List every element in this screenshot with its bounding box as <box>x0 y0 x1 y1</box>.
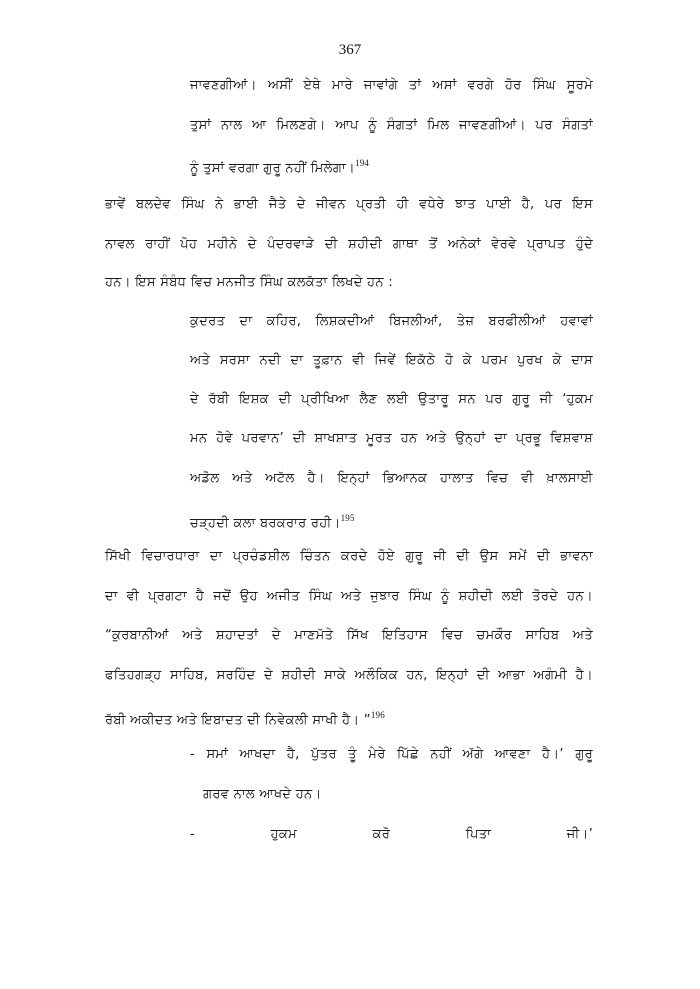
quote-line: ਤੁਸਾਂ ਨਾਲ ਆ ਮਿਲਣਗੇ। ਆਪ ਨੂੰ ਸੰਗਤਾਂ ਮਿਲ ਜਾਵਣਗੀਆਂ। ਪਰ ਸੰਗਤਾਂ <box>190 118 593 133</box>
footnote-ref: 195 <box>340 513 355 523</box>
quote-line: ਜਾਵਣਗੀਆਂ। ਅਸੀਂ ਏਥੇ ਮਾਰੇ ਜਾਵਾਂਗੇ ਤਾਂ ਅਸਾਂ ਵਰਗੇ ਹੋਰ ਸਿੰਘ ਸੂਰਮੇ <box>190 78 593 93</box>
quote-line: ਅਡੋਲ ਅਤੇ ਅਟੱਲ ਹੈ। ਇਨ੍ਹਾਂ ਭਿਆਨਕ ਹਾਲਾਤ ਵਿਚ ਵੀ ਖ਼ਾਲਸਾਈ <box>190 471 593 486</box>
page-number: 367 <box>338 42 362 58</box>
quote-line: ਅਤੇ ਸਰਸਾ ਨਦੀ ਦਾ ਤੂਫ਼ਾਨ ਵੀ ਜਿਵੇਂ ਇਕੱਠੇ ਹੋ ਕੇ ਪਰਮ ਪੁਰਖ ਕੇ ਦਾਸ <box>190 353 593 368</box>
quote-text: ਨੂੰ ਤੁਸਾਂ ਵਰਗਾ ਗੁਰੂ ਨਹੀਂ ਮਿਲੇਗਾ। <box>190 161 356 176</box>
quote-line <box>190 153 593 179</box>
body-line: ਫਤਿਹਗੜ੍ਹ ਸਾਹਿਬ, ਸਰਹਿੰਦ ਦੇ ਸ਼ਹੀਦੀ ਸਾਕੇ ਅਲੌਕਿਕ ਹਨ, ਇਨ੍ਹਾਂ ਦੀ ਆਭਾ ਅਗੰਮੀ ਹੈ। <box>105 668 593 683</box>
dialogue-line-continuation: ਗਰਵ ਨਾਲ ਆਖਦੇ ਹਨ। <box>203 787 322 802</box>
footnote-ref: 196 <box>370 710 385 720</box>
body-line: ਨਾਵਲ ਰਾਹੀਂ ਪੋਹ ਮਹੀਨੇ ਦੇ ਪੰਦਰਵਾੜੇ ਦੀ ਸ਼ਹੀਦੀ ਗਾਥਾ ਤੋਂ ਅਨੇਕਾਂ ਵੇਰਵੇ ਪ੍ਰਾਪਤ ਹੁੰਦੇ <box>105 237 593 252</box>
body-line: ਸਿੱਖੀ ਵਿਚਾਰਧਾਰਾ ਦਾ ਪ੍ਰਚੰਡਸ਼ੀਲ ਚਿੰਤਨ ਕਰਦੇ ਹੋਏ ਗੁਰੂ ਜੀ ਦੀ ਉਸ ਸਮੇਂ ਦੀ ਭਾਵਨਾ <box>105 549 593 564</box>
quote-line: ਕੁਦਰਤ ਦਾ ਕਹਿਰ, ਲਿਸ਼ਕਦੀਆਂ ਬਿਜਲੀਆਂ, ਤੇਜ਼ ਬਰਫੀਲੀਆਂ ਹਵਾਵਾਂ <box>190 314 593 329</box>
dialogue-line: - ਹੁਕਮ ਕਰੋ ਪਿਤਾ ਜੀ।’ <box>190 827 593 842</box>
body-line: ਹਨ। ਇਸ ਸੰਬੰਧ ਵਿਚ ਮਨਜੀਤ ਸਿੰਘ ਕਲਕੱਤਾ ਲਿਖਦੇ ਹਨ : <box>105 275 393 290</box>
quote-line: ਮਨ ਹੋਵੇ ਪਰਵਾਨ’ ਦੀ ਸ਼ਾਖਸ਼ਾਤ ਮੂਰਤ ਹਨ ਅਤੇ ਉਨ੍ਹਾਂ ਦਾ ਪ੍ਰਭੂ ਵਿਸ਼ਵਾਸ਼ <box>190 431 593 446</box>
quote-line <box>190 508 593 534</box>
quote-line: ਦੇ ਰੱਬੀ ਇਸ਼ਕ ਦੀ ਪ੍ਰੀਖਿਆ ਲੈਣ ਲਈ ਉਤਾਰੂ ਸਨ ਪਰ ਗੁਰੂ ਜੀ ‘ਹੁਕਮ <box>190 392 593 407</box>
quote-text: ਚੜ੍ਹਦੀ ਕਲਾ ਬਰਕਰਾਰ ਰਹੀ। <box>190 516 341 531</box>
body-line: “ਕੁਰਬਾਨੀਆਂ ਅਤੇ ਸ਼ਹਾਦਤਾਂ ਦੇ ਮਾਣਮੱਤੇ ਸਿੱਖ ਇਤਿਹਾਸ ਵਿਚ ਚਮਕੌਰ ਸਾਹਿਬ ਅਤੇ <box>105 628 593 643</box>
body-line: ਭਾਵੇਂ ਬਲਦੇਵ ਸਿੰਘ ਨੇ ਭਾਈ ਜੈਤੇ ਦੇ ਜੀਵਨ ਪ੍ਰਤੀ ਹੀ ਵਧੇਰੇ ਝਾਤ ਪਾਈ ਹੈ, ਪਰ ਇਸ <box>105 197 593 212</box>
body-line <box>105 705 593 731</box>
dialogue-line: - ਸਮਾਂ ਆਖਦਾ ਹੈ, ਪੁੱਤਰ ਤੂੰ ਮੇਰੇ ਪਿੱਛੇ ਨਹੀਂ ਅੱਗੇ ਆਵਣਾ ਹੈ।’ ਗੁਰੂ <box>190 747 593 762</box>
body-line: ਦਾ ਵੀ ਪ੍ਰਗਟਾ ਹੈ ਜਦੋਂ ਉਹ ਅਜੀਤ ਸਿੰਘ ਅਤੇ ਜੁਝਾਰ ਸਿੰਘ ਨੂੰ ਸ਼ਹੀਦੀ ਲਈ ਤੋਰਦੇ ਹਨ। <box>105 589 593 604</box>
footnote-ref: 194 <box>355 158 370 168</box>
body-text: ਰੱਬੀ ਅਕੀਦਤ ਅਤੇ ਇਬਾਦਤ ਦੀ ਨਿਵੇਕਲੀ ਸਾਖੀ ਹੈ। ” <box>105 713 371 728</box>
